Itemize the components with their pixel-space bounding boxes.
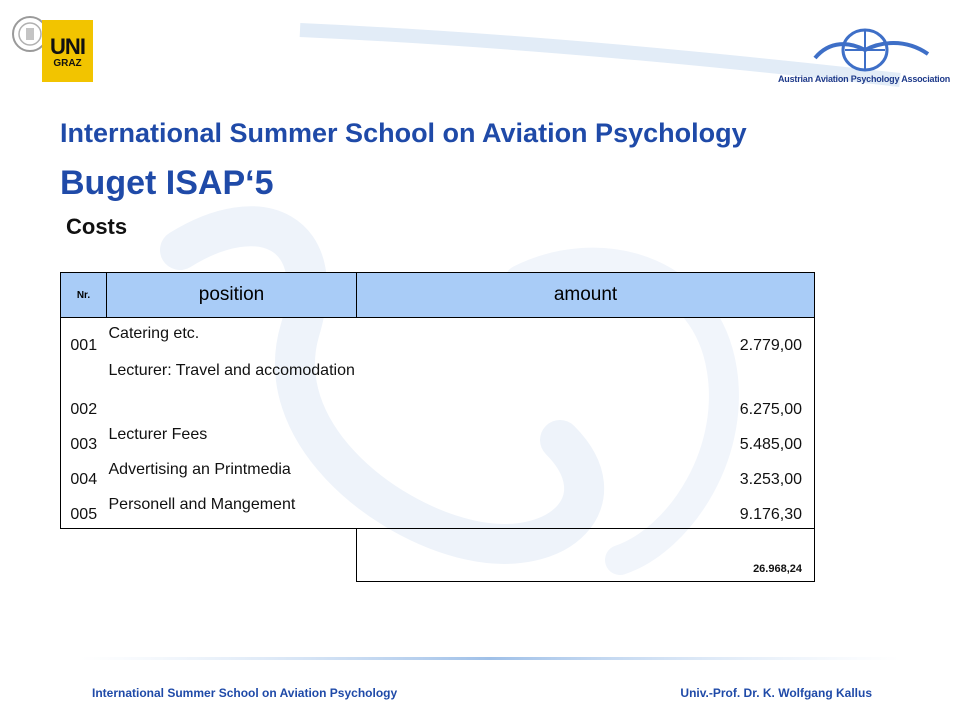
footer-author: Univ.-Prof. Dr. K. Wolfgang Kallus: [680, 686, 872, 700]
row-position: Lecturer: Travel and accomodation: [108, 362, 355, 379]
page-heading: International Summer School on Aviation Psychology: [60, 118, 747, 148]
column-header-amount: amount: [357, 273, 815, 318]
footer-divider: [80, 656, 900, 662]
total-amount: 26.968,24: [357, 529, 815, 582]
row-position: Advertising an Printmedia: [108, 461, 291, 478]
logo-uni-text: UNI: [50, 34, 85, 59]
uni-graz-logo: [42, 20, 93, 82]
table-row: [61, 458, 815, 493]
row-position: Personell and Mangement: [107, 493, 357, 529]
table-header-row: [61, 273, 815, 318]
column-header-nr: Nr.: [61, 273, 107, 318]
table-total-row: [61, 529, 815, 582]
row-number: 004: [61, 458, 107, 493]
table-row: [61, 318, 815, 360]
table-row: [61, 423, 815, 458]
row-position: Catering etc.: [108, 325, 200, 342]
row-number: 005: [61, 493, 107, 529]
row-amount: 5.485,00: [357, 423, 815, 458]
column-header-position: position: [107, 273, 357, 318]
row-amount: 3.253,00: [357, 458, 815, 493]
table-row: [61, 493, 815, 529]
association-name: Austrian Aviation Psychology Association: [778, 74, 951, 84]
row-position: Lecturer Fees: [108, 426, 208, 443]
footer-school-name: International Summer School on Aviation Psychology: [92, 686, 398, 700]
row-number: 003: [61, 423, 107, 458]
row-amount: 2.779,00: [357, 318, 815, 360]
logo-graz-text: GRAZ: [53, 58, 82, 69]
section-subtitle: Costs: [66, 214, 128, 239]
row-amount: 6.275,00: [357, 359, 815, 423]
aviation-association-emblem-icon: [810, 20, 930, 80]
page-title: Buget ISAP‘5: [60, 164, 274, 202]
row-amount: 9.176,30: [357, 493, 815, 529]
table-row: [61, 359, 815, 423]
costs-table: [60, 272, 815, 582]
row-number: 002: [61, 359, 107, 423]
row-number: 001: [61, 318, 107, 360]
